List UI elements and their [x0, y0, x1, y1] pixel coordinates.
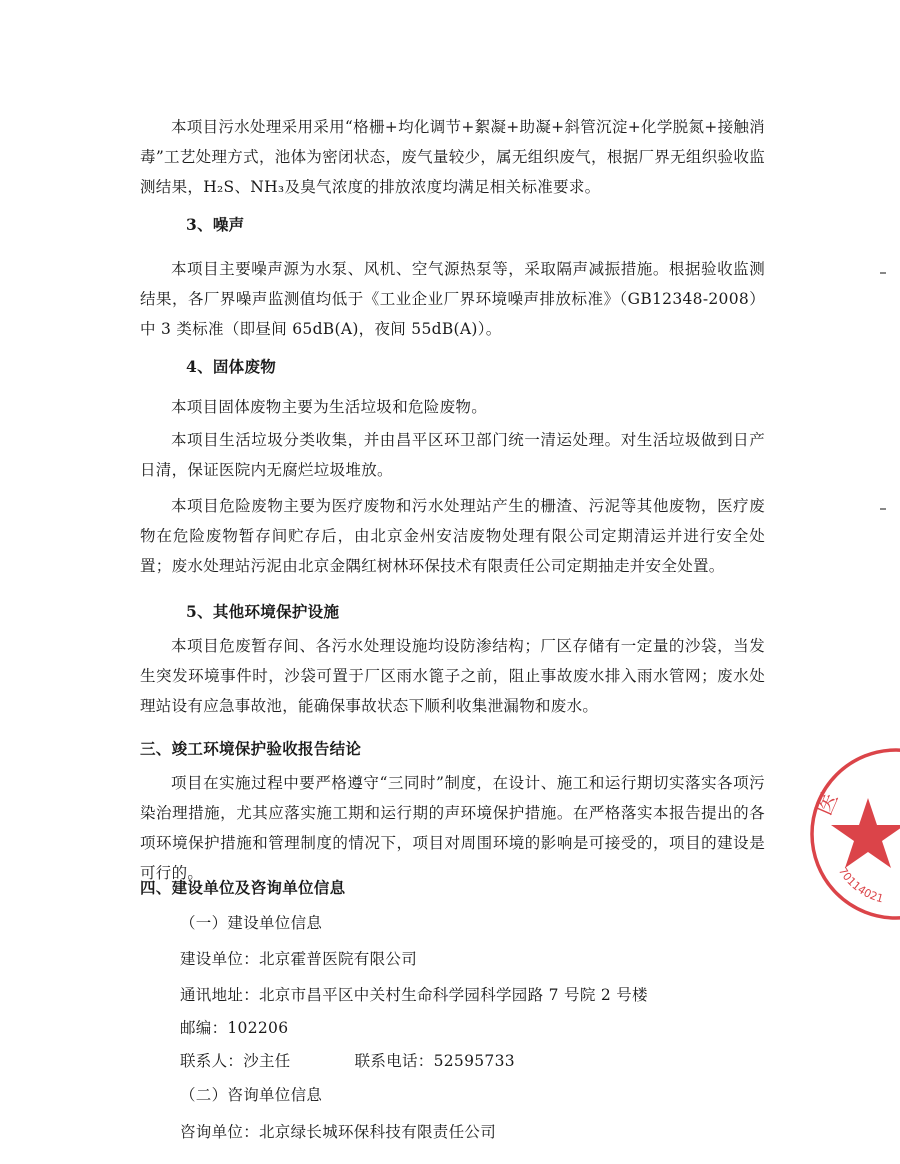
build-unit-contact: 联系人：沙主任: [180, 1052, 291, 1070]
paragraph-text: 本项目污水处理采用采用“格栅+均化调节+絮凝+助凝+斜管沉淀+化学脱氮+接触消毒”工艺处理方式，池体为密闭状态，废气量较少，属无组织废气，根据厂界无组织验收监测结果，: [140, 118, 765, 196]
scan-mark: [880, 508, 886, 510]
build-unit-address: 通讯地址：北京市昌平区中关村生命科学园科学园路 7 号院 2 号楼: [180, 986, 648, 1004]
build-unit-heading: （一）建设单位信息: [180, 914, 323, 932]
build-unit-phone: 联系电话：52595733: [354, 1052, 515, 1070]
paragraph-conclusion: 项目在实施过程中要严格遵守“三同时”制度，在设计、施工和运行期切实落实各项污染治理措施，尤其应落实施工期和运行期的声环境保护措施。在严格落实本报告提出的各项环境保护措施和管理制度的情况下，项目对周围环境的影响是可接受的，项目的建设是可行的。: [140, 774, 765, 882]
seal-top-text: [812, 789, 844, 819]
scan-mark: [880, 272, 886, 274]
paragraph-solid-waste-2: 本项目生活垃圾分类收集，并由昌平区环卫部门统一清运处理。对生活垃圾做到日产日清，保证医院内无腐烂垃圾堆放。: [140, 431, 765, 479]
chemical-formulas: H₂S、NH₃: [203, 178, 285, 196]
paragraph-other-facilities: 本项目危废暂存间、各污水处理设施均设防渗结构；厂区存储有一定量的沙袋，当发生突发环境事件时，沙袋可置于厂区雨水篦子之前，阻止事故废水排入雨水管网；废水处理站设有应急事故池，能确保事故状态下顺利收集泄漏物和废水。: [140, 637, 765, 715]
seal-number-text: 70114021: [835, 864, 885, 906]
paragraph-noise: 本项目主要噪声源为水泵、风机、空气源热泵等，采取隔声减振措施。根据验收监测结果，各厂界噪声监测值均低于《工业企业厂界环境噪声排放标准》（GB12348-2008）中 3 类标准（即昼间 65dB(A)，夜间 55dB(A)）。: [140, 260, 765, 338]
heading-noise: 3、噪声: [186, 215, 245, 234]
heading-conclusion: 三、竣工环境保护验收报告结论: [140, 739, 362, 758]
seal-char: 医: [811, 789, 844, 820]
build-unit-name: 建设单位：北京霍普医院有限公司: [180, 950, 418, 968]
paragraph-wastewater-treatment: [140, 112, 765, 202]
consult-unit-name: 咨询单位：北京绿长城环保科技有限责任公司: [180, 1123, 497, 1141]
build-unit-contact-row: [180, 1046, 765, 1076]
paragraph-solid-waste-1: 本项目固体废物主要为生活垃圾和危险废物。: [171, 398, 488, 416]
consult-unit-heading: （二）咨询单位信息: [180, 1086, 323, 1104]
paragraph-solid-waste-3: 本项目危险废物主要为医疗废物和污水处理站产生的栅渣、污泥等其他废物，医疗废物在危险废物暂存间贮存后，由北京金州安洁废物处理有限公司定期清运并进行安全处置；废水处理站污泥由北京金隅红树林环保技术有限责任公司定期抽走并安全处置。: [140, 497, 765, 575]
heading-solid-waste: 4、固体废物: [186, 357, 277, 376]
build-unit-postcode: 邮编：102206: [180, 1019, 289, 1037]
heading-unit-info: 四、建设单位及咨询单位信息: [140, 878, 346, 897]
paragraph-text-tail: 及臭气浓度的排放浓度均满足相关标准要求。: [284, 178, 601, 196]
seal-star-icon: [831, 798, 900, 868]
heading-other-facilities: 5、其他环境保护设施: [186, 602, 340, 621]
official-seal: [806, 744, 900, 924]
